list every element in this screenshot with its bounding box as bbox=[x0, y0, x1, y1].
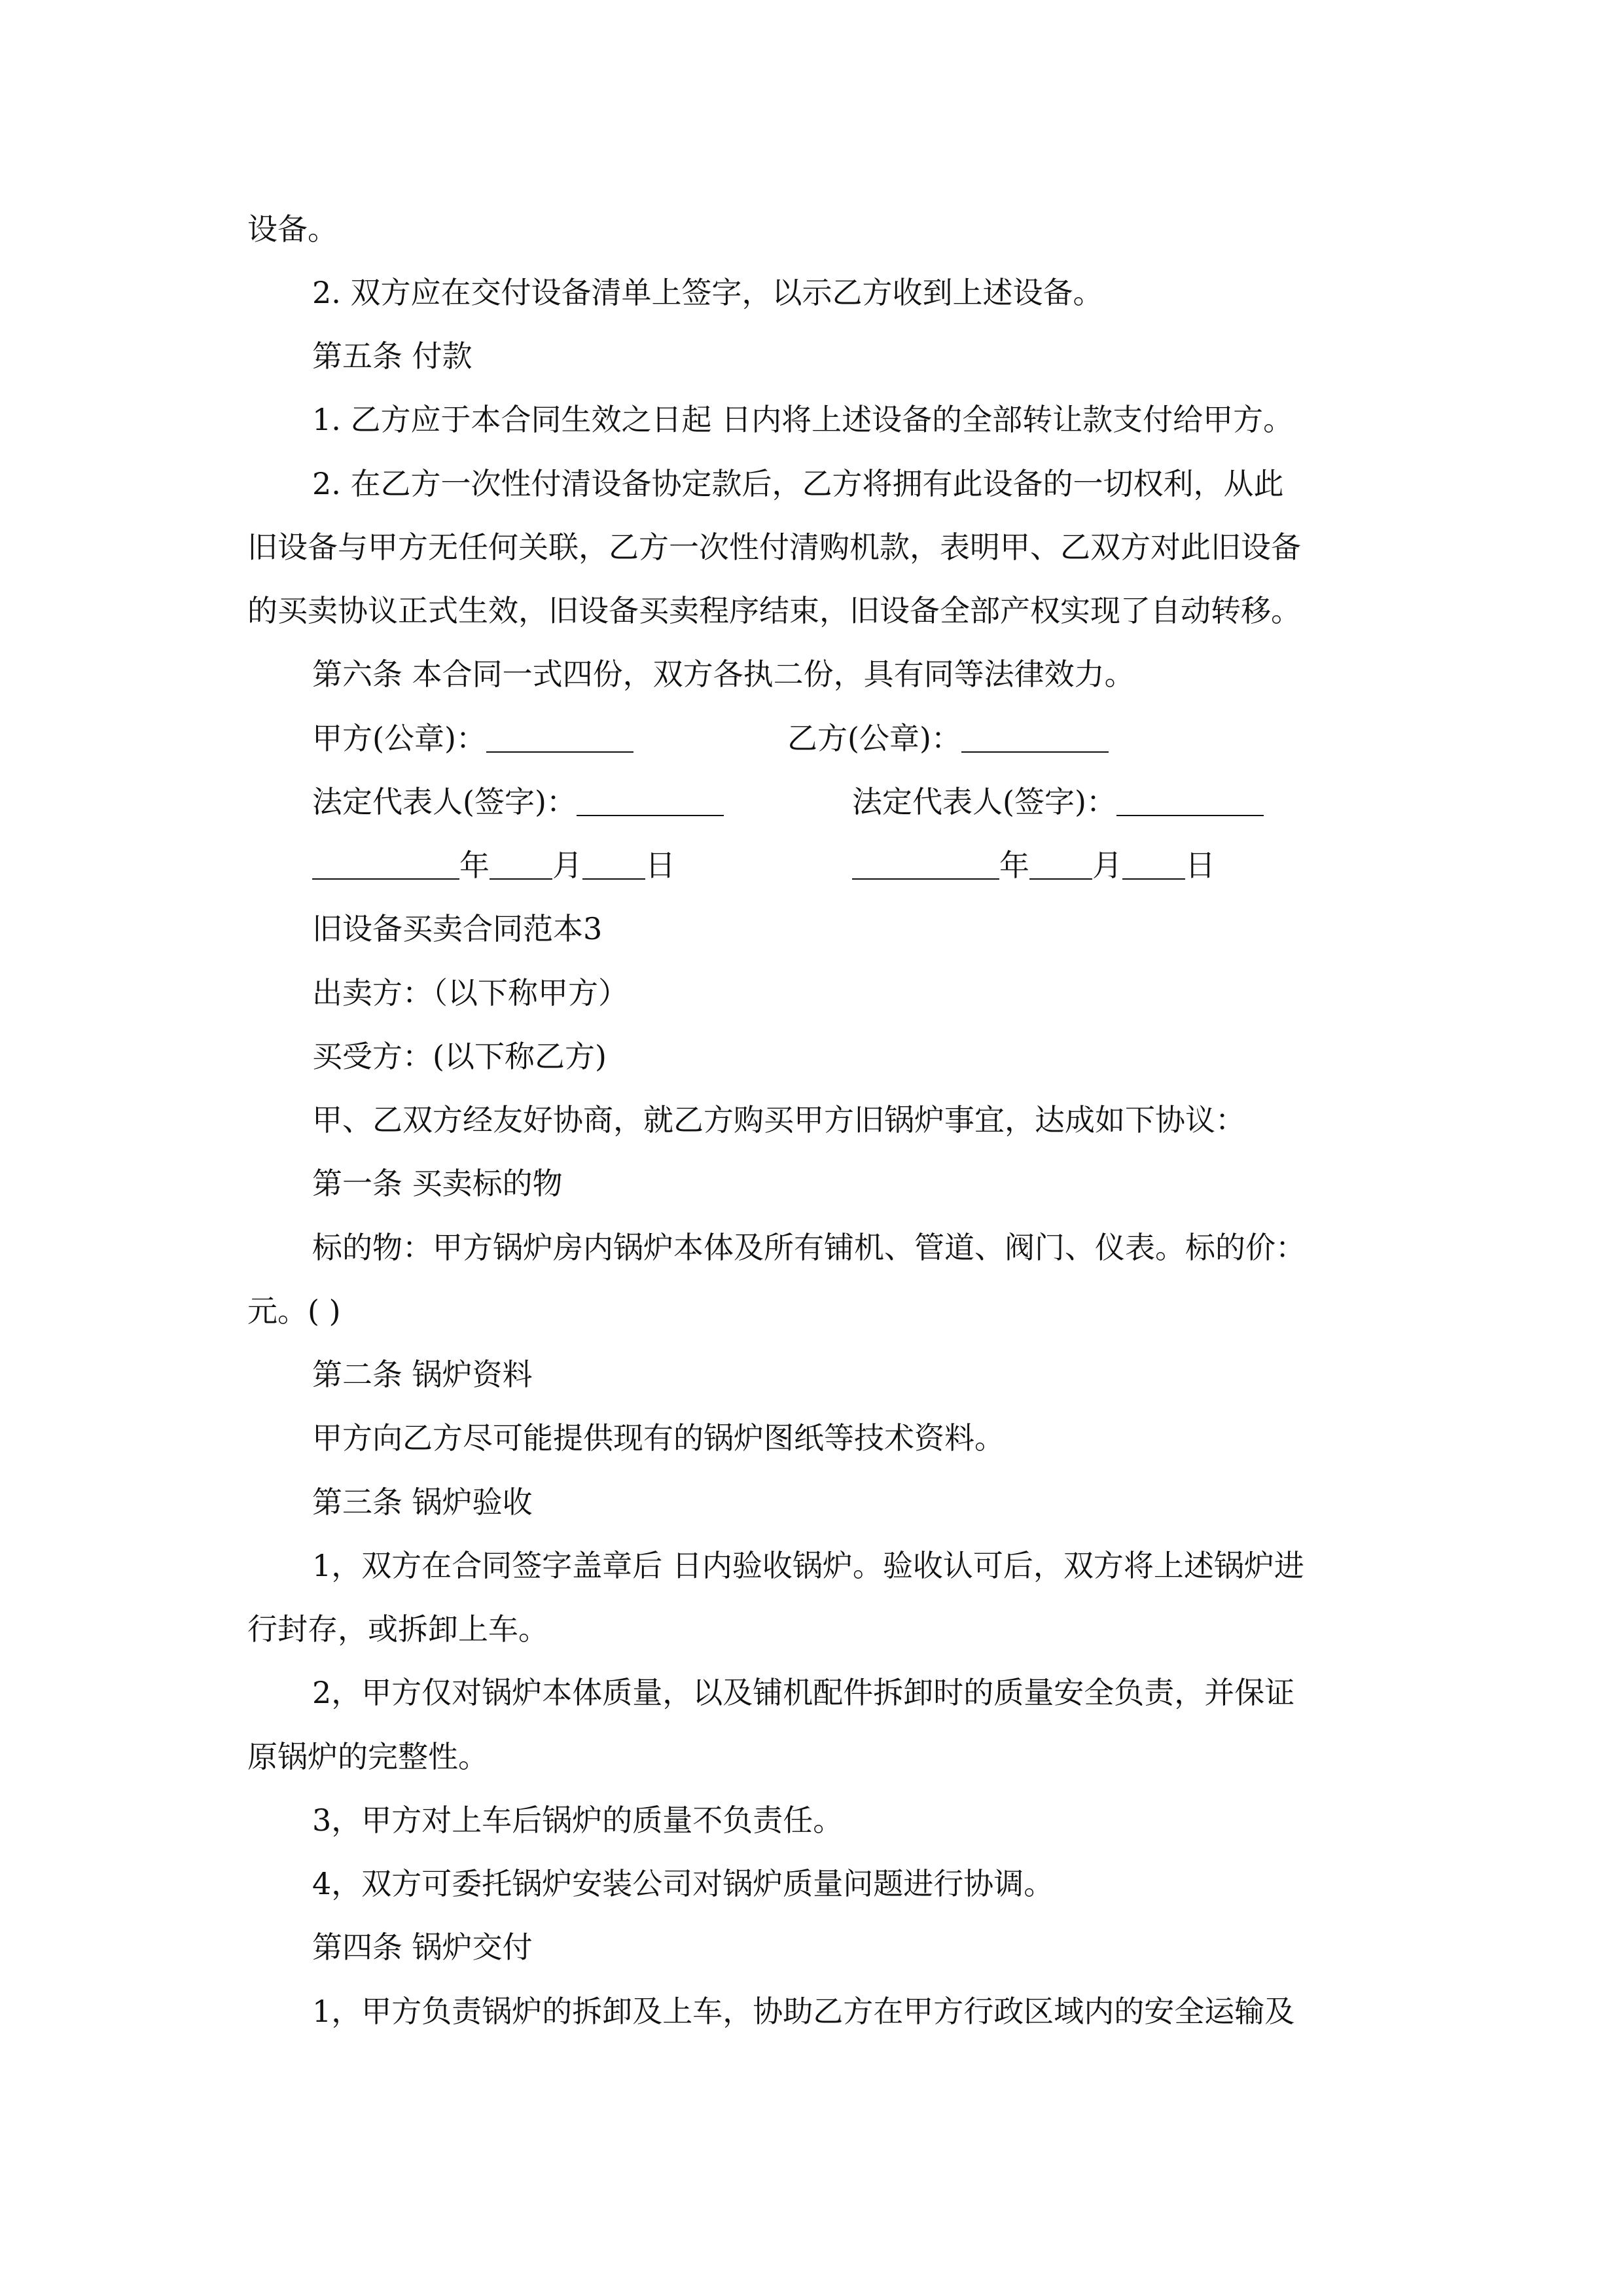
section-heading: 第一条 买卖标的物 bbox=[312, 1166, 563, 1201]
signature-blank bbox=[1116, 815, 1264, 816]
paragraph-line: 标的物：甲方锅炉房内锅炉本体及所有铺机、管道、阀门、仪表。标的价： bbox=[312, 1230, 1306, 1265]
party-a-rep-line: 法定代表人(签字)： bbox=[312, 782, 724, 821]
year-blank bbox=[312, 878, 459, 880]
paragraph-line: 甲方向乙方尽可能提供现有的锅炉图纸等技术资料。 bbox=[312, 1420, 1005, 1456]
section-heading: 第五条 付款 bbox=[312, 338, 473, 374]
day-blank bbox=[1122, 878, 1185, 880]
paragraph-line: 买受方：(以下称乙方) bbox=[312, 1039, 607, 1074]
signature-blank bbox=[486, 751, 633, 753]
signature-blank bbox=[577, 815, 724, 816]
paragraph-line: 出卖方：（以下称甲方） bbox=[312, 975, 628, 1011]
day-blank bbox=[582, 878, 645, 880]
paragraph-line: 行封存，或拆卸上车。 bbox=[247, 1611, 548, 1647]
party-a-seal-line: 甲方(公章)： bbox=[312, 719, 633, 758]
paragraph-line: 原锅炉的完整性。 bbox=[247, 1739, 488, 1774]
month-blank bbox=[490, 878, 552, 880]
section-heading: 第六条 本合同一式四份，双方各执二份，具有同等法律效力。 bbox=[312, 656, 1135, 692]
party-b-rep-line: 法定代表人(签字)： bbox=[852, 782, 1264, 821]
paragraph-line: 旧设备与甲方无任何关联，乙方一次性付清购机款，表明甲、乙双方对此旧设备 bbox=[247, 529, 1301, 565]
section-heading: 第三条 锅炉验收 bbox=[312, 1484, 533, 1520]
paragraph-line: 元。( ) bbox=[247, 1293, 341, 1329]
year-blank bbox=[852, 878, 999, 880]
paragraph-line: 4，双方可委托锅炉安装公司对锅炉质量问题进行协调。 bbox=[312, 1866, 1054, 1901]
paragraph-line: 2. 双方应在交付设备清单上签字，以示乙方收到上述设备。 bbox=[312, 275, 1103, 310]
paragraph-line: 2，甲方仅对锅炉本体质量，以及铺机配件拆卸时的质量安全负责，并保证 bbox=[312, 1675, 1295, 1710]
party-b-date-line: 年 月 日 bbox=[852, 846, 1215, 885]
paragraph-line: 的买卖协议正式生效，旧设备买卖程序结束，旧设备全部产权实现了自动转移。 bbox=[247, 593, 1301, 628]
paragraph-line: 1. 乙方应于本合同生效之日起 日内将上述设备的全部转让款支付给甲方。 bbox=[312, 402, 1294, 437]
paragraph-line: 3，甲方对上车后锅炉的质量不负责任。 bbox=[312, 1803, 844, 1838]
party-a-date-line: 年 月 日 bbox=[312, 846, 675, 885]
contract-title: 旧设备买卖合同范本3 bbox=[312, 911, 603, 946]
section-heading: 第四条 锅炉交付 bbox=[312, 1929, 533, 1965]
section-heading: 第二条 锅炉资料 bbox=[312, 1357, 533, 1392]
month-blank bbox=[1029, 878, 1092, 880]
signature-blank bbox=[961, 751, 1109, 753]
paragraph-line: 1，双方在合同签字盖章后 日内验收锅炉。验收认可后，双方将上述锅炉进 bbox=[312, 1548, 1304, 1583]
paragraph-line: 甲、乙双方经友好协商，就乙方购买甲方旧锅炉事宜，达成如下协议： bbox=[312, 1102, 1245, 1138]
paragraph-line: 2. 在乙方一次性付清设备协定款后，乙方将拥有此设备的一切权利，从此 bbox=[312, 466, 1284, 501]
paragraph-line: 设备。 bbox=[247, 211, 338, 247]
party-b-seal-line: 乙方(公章)： bbox=[787, 719, 1109, 758]
paragraph-line: 1，甲方负责锅炉的拆卸及上车，协助乙方在甲方行政区域内的安全运输及 bbox=[312, 1994, 1295, 2029]
